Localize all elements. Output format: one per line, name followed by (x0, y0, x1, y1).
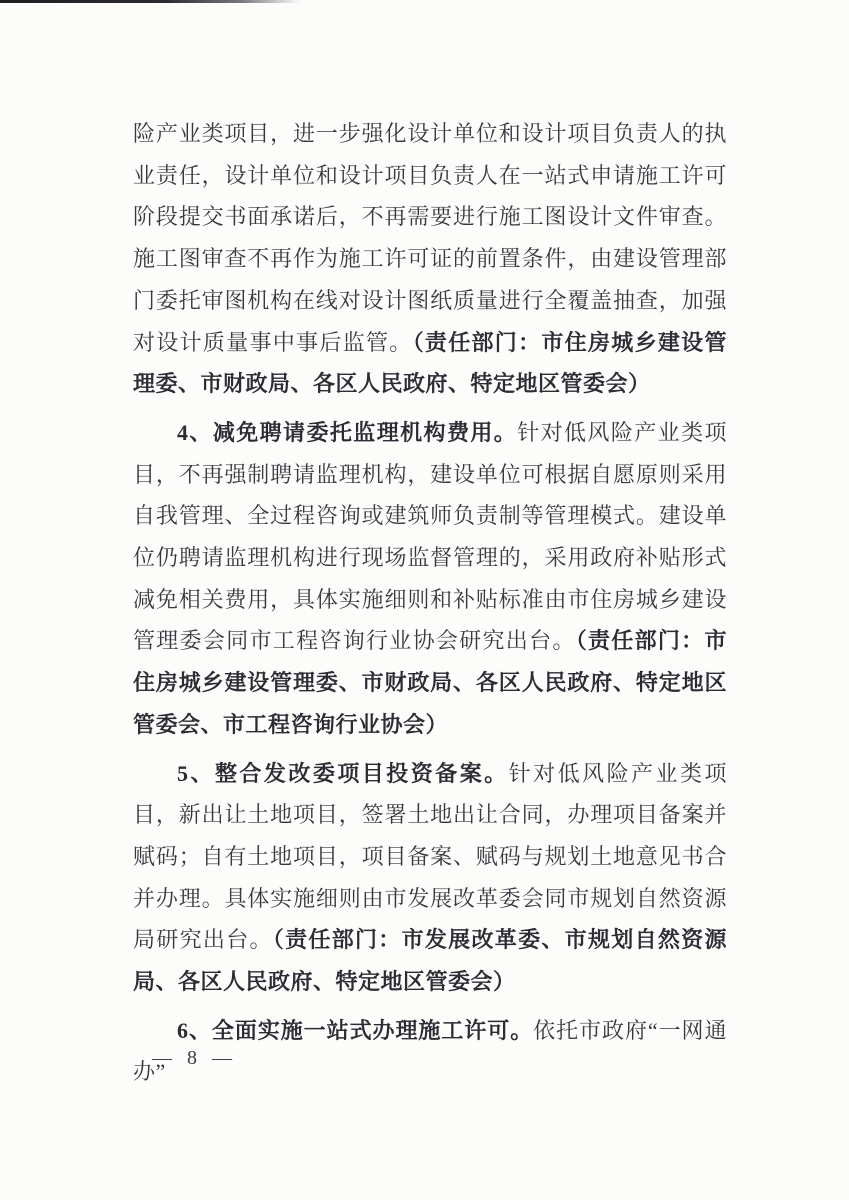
body-text-run: 险产业类项目，进一步强化设计单位和设计项目负责人的执业责任，设计单位和设计项目负责人在一站式申请施工许可阶段提交书面承诺后，不再需要进行施工图设计文件审查。施工图审查不再作为施工许可证的前置条件，由建设管理部门委托审图机构在线对设计图纸质量进行全覆盖抽查，加强对设计质量事中事后监管。 (133, 121, 727, 355)
page-number: — 8 — (152, 1047, 237, 1069)
document-body (133, 113, 727, 1093)
responsible-dept-run: （责任部门：市住房城乡建设管理委、市财政局、各区人民政府、特定地区管委会） (133, 329, 727, 397)
item-4-heading-run: 4、减免聘请委托监理机构费用。 (177, 419, 518, 445)
scan-artifact-line (0, 0, 300, 3)
paragraph-continuation (133, 113, 727, 405)
responsible-dept-run: （责任部门：市发展改革委、市规划自然资源局、各区人民政府、特定地区管委会） (133, 927, 727, 995)
item-6-heading-run: 6、全面实施一站式办理施工许可。 (177, 1017, 534, 1043)
paragraph-item-4 (133, 412, 727, 746)
body-text-run: 针对低风险产业类项目，不再强制聘请监理机构，建设单位可根据自愿原则采用自我管理、全过程咨询或建筑师负责制等管理模式。建设单位仍聘请监理机构进行现场监督管理的，采用政府补贴形式减免相关费用，具体实施细则和补贴标准由市住房城乡建设管理委会同市工程咨询行业协会研究出台。 (133, 419, 727, 654)
paragraph-item-5 (133, 753, 727, 1003)
item-5-heading-run: 5、整合发改委项目投资备案。 (177, 760, 509, 786)
body-text-run: 针对低风险产业类项目，新出让土地项目，签署土地出让合同，办理项目备案并赋码；自有土地项目，项目备案、赋码与规划土地意见书合并办理。具体实施细则由市发展改革委会同市规划自然资源局研究出台。 (133, 760, 727, 953)
responsible-dept-run: （责任部门：市住房城乡建设管理委、市财政局、各区人民政府、特定地区管委会、市工程咨询行业协会） (133, 628, 727, 737)
body-text-run: 依托市政府“一网通办” (133, 1017, 727, 1085)
